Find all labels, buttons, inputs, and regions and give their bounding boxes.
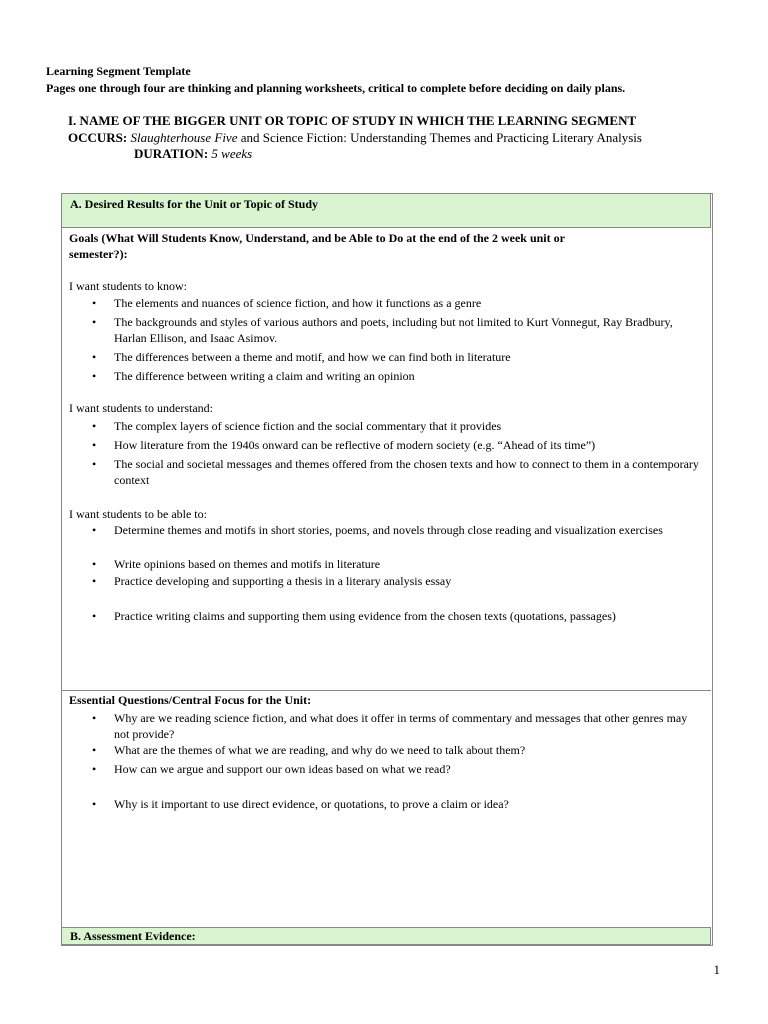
bullet: •	[92, 523, 97, 537]
understand-item: How literature from the 1940s onward can be reflective of modern society (e.g. “Ahead of its time”)	[114, 438, 596, 452]
eq-item: What are the themes of what we are reading, and why do we need to talk about them?	[114, 743, 526, 757]
understand-intro: I want students to understand:	[69, 401, 213, 415]
bullet: •	[92, 711, 97, 725]
goals-heading-line1: Goals (What Will Students Know, Understand, and be Able to Do at the end of the 2 week unit or	[69, 231, 565, 245]
bullet: •	[92, 296, 97, 310]
row-divider	[61, 690, 711, 691]
bullet: •	[92, 609, 97, 623]
able-item: Practice writing claims and supporting them using evidence from the chosen texts (quotations, passages)	[114, 609, 616, 623]
eq-item: Why are we reading science fiction, and what does it offer in terms of commentary and messages that other genres may not provide?	[114, 711, 688, 741]
understand-item: The complex layers of science fiction and the social commentary that it provides	[114, 419, 502, 433]
understand-item: The social and societal messages and themes offered from the chosen texts and how to connect to them in a contemporary context	[114, 457, 699, 487]
bullet: •	[92, 419, 97, 433]
know-item: The differences between a theme and motif, and how we can find both in literature	[114, 350, 511, 364]
document-title: Learning Segment Template	[46, 64, 191, 78]
eq-heading: Essential Questions/Central Focus for the Unit:	[69, 693, 312, 707]
bullet: •	[92, 350, 97, 364]
know-item: The backgrounds and styles of various authors and poets, including but not limited to Kurt Vonnegut, Ray Bradbury, Harlan Ellison, and Isaac Asimov.	[114, 315, 673, 345]
duration-line	[134, 145, 252, 162]
eq-item: Why is it important to use direct evidence, or quotations, to prove a claim or idea?	[114, 797, 509, 811]
bullet: •	[92, 743, 97, 757]
duration-label: DURATION:	[134, 146, 209, 161]
eq-item: How can we argue and support our own ideas based on what we read?	[114, 762, 451, 776]
bullet: •	[92, 557, 97, 571]
bullet: •	[92, 369, 97, 383]
know-item: The difference between writing a claim and writing an opinion	[114, 369, 415, 383]
section-a-title: A. Desired Results for the Unit or Topic of Study	[70, 197, 319, 211]
occurs-line	[68, 129, 642, 146]
bullet: •	[92, 438, 97, 452]
duration-value: 5 weeks	[211, 146, 253, 161]
occurs-rest: and Science Fiction: Understanding Themes and Practicing Literary Analysis	[237, 130, 642, 145]
occurs-title: Slaughterhouse Five	[130, 130, 238, 145]
know-item: The elements and nuances of science fiction, and how it functions as a genre	[114, 296, 482, 310]
section-b-header	[61, 927, 711, 945]
occurs-label: OCCURS:	[68, 130, 128, 145]
page-number: 1	[713, 962, 720, 977]
section-heading: I. NAME OF THE BIGGER UNIT OR TOPIC OF STUDY IN WHICH THE LEARNING SEGMENT	[68, 113, 637, 128]
able-item: Determine themes and motifs in short stories, poems, and novels through close reading and visualization exercises	[114, 523, 663, 537]
able-item: Write opinions based on themes and motifs in literature	[114, 557, 381, 571]
bullet: •	[92, 315, 97, 329]
know-intro: I want students to know:	[69, 279, 187, 293]
bullet: •	[92, 762, 97, 776]
bullet: •	[92, 574, 97, 588]
document-subtitle: Pages one through four are thinking and planning worksheets, critical to complete before deciding on daily plans.	[46, 81, 626, 95]
able-intro: I want students to be able to:	[69, 507, 207, 521]
goals-heading-line2: semester?):	[69, 247, 128, 261]
bullet: •	[92, 457, 97, 471]
bullet: •	[92, 797, 97, 811]
section-b-title: B. Assessment Evidence:	[70, 929, 196, 943]
able-item: Practice developing and supporting a thesis in a literary analysis essay	[114, 574, 452, 588]
section-a-header	[61, 193, 711, 228]
